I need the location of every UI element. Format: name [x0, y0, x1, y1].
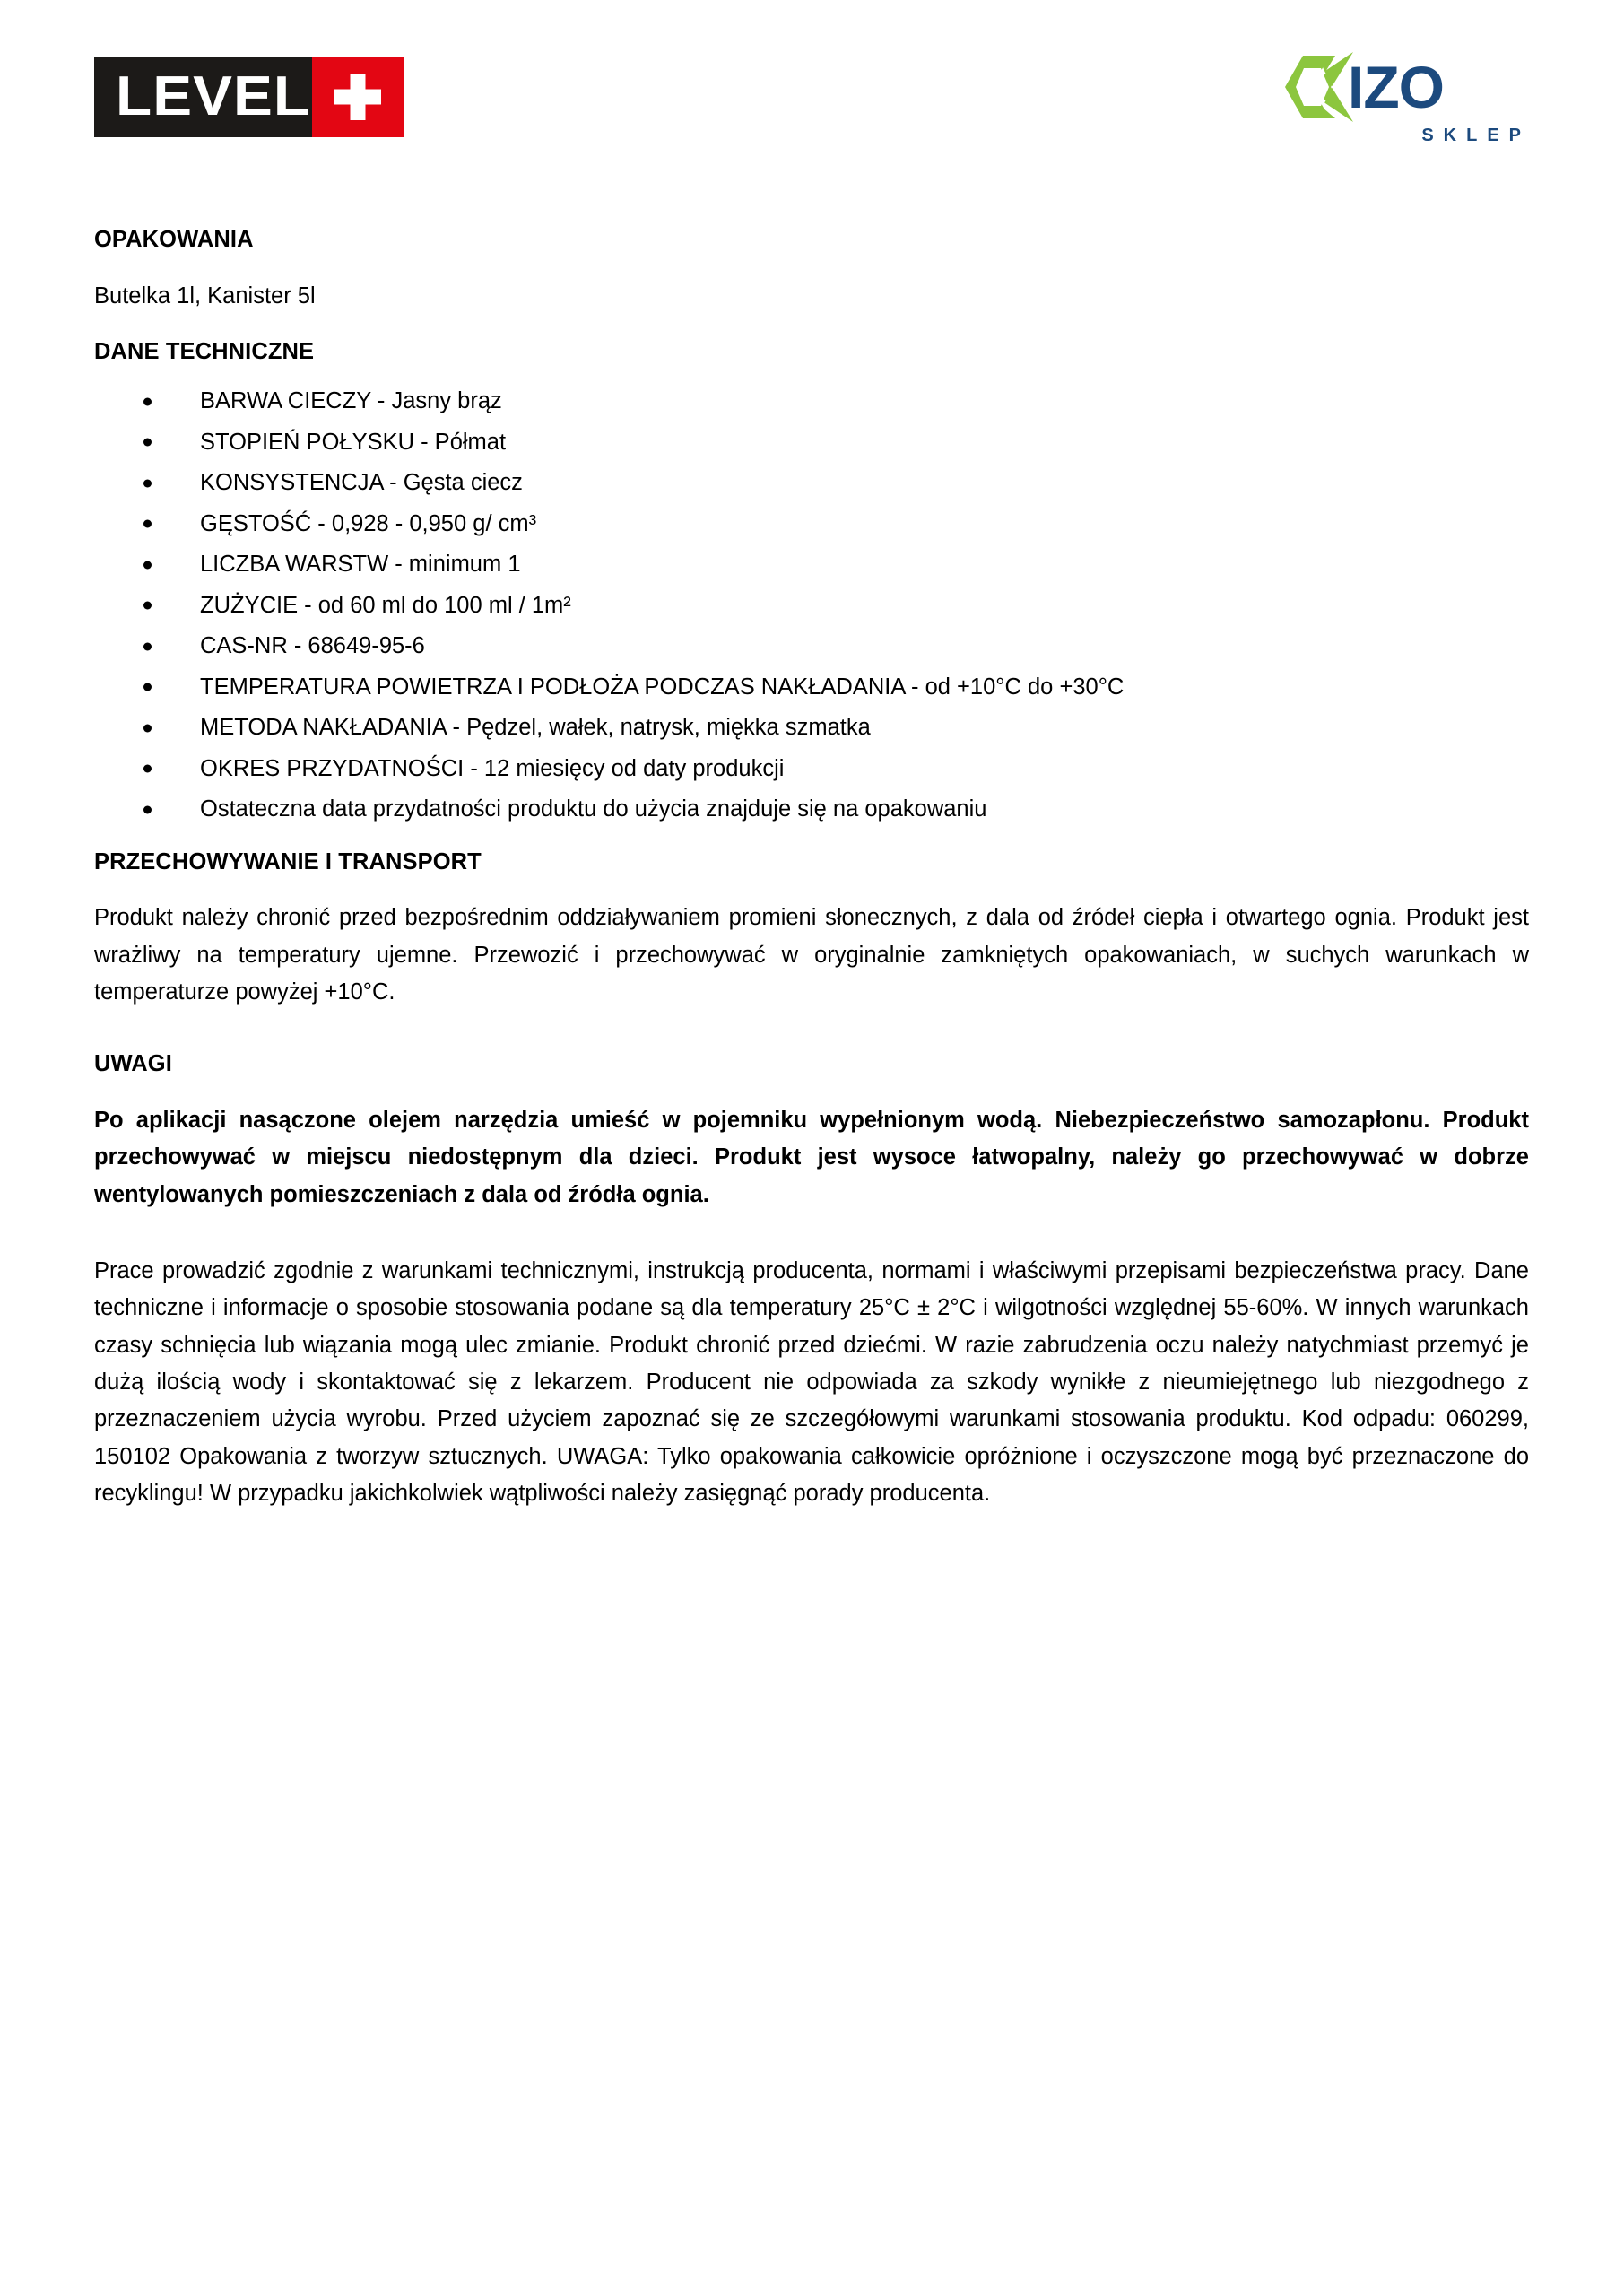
list-item-label: GĘSTOŚĆ - 0,928 - 0,950 g/ cm³: [200, 510, 537, 536]
level-logo: [94, 57, 404, 137]
notes-heading: UWAGI: [94, 1051, 172, 1077]
list-item: [94, 553, 1529, 577]
bullet-icon: [143, 479, 152, 487]
izo-sklep-logo: [1276, 52, 1536, 155]
level-logo-black-panel: [94, 57, 312, 137]
document-header: [0, 0, 1624, 202]
list-item: [94, 676, 1529, 700]
alpha-hexagon-icon: [1276, 52, 1353, 122]
bullet-icon: [143, 602, 152, 610]
list-item-label: KONSYSTENCJA - Gęsta ciecz: [200, 470, 523, 496]
notes-body-text: Prace prowadzić zgodnie z warunkami technicznymi, instrukcją producenta, normami i właściwymi przepisami bezpieczeństwa pracy. Dane techniczne i informacje o sposobie stosowania podane są dla temperatury 25°C ± 2°C i wilgotności względnej 55-60%. W innych warunkach czasy schnięcia lub wiązania mogą ulec zmianie. Produkt chronić przed dziećmi. W razie zabrudzenia oczu należy natychmiast przemyć je dużą ilością wody i skontaktować się z lekarzem. Producent nie odpowiada za szkody wynikłe z nieumiejętnego lub niezgodnego z przeznaczeniem użycia wyrobu. Przed użyciem zapoznać się ze szczegółowymi warunkami stosowania produktu. Kod odpadu: 060299, 150102 Opakowania z tworzyw sztucznych. UWAGA: Tylko opakowania całkowicie opróżnione i oczyszczone mogą być przeznaczone do recyklingu! W przypadku jakichkolwiek wątpliwości należy zasięgnąć porady producenta.: [94, 1258, 1529, 1506]
notes-warning-text: Po aplikacji nasączone olejem narzędzia umieść w pojemniku wypełnionym wodą. Niebezpieczeństwo samozapłonu. Produkt przechowywać w miejscu niedostępnym dla dzieci. Produkt jest wysoce łatwopalny, należy go przechowywać w dobrze wentylowanych pomieszczeniach z dala od źródła ognia.: [94, 1108, 1529, 1207]
list-item: [94, 717, 1529, 740]
list-item: [94, 472, 1529, 495]
bullet-icon: [143, 520, 152, 528]
list-item-label: ZUŻYCIE - od 60 ml do 100 ml / 1m²: [200, 592, 571, 618]
list-item-label: METODA NAKŁADANIA - Pędzel, wałek, natrysk, miękka szmatka: [200, 715, 871, 741]
technical-data-list: [94, 390, 1529, 822]
list-item: [94, 510, 1529, 536]
list-item-label: TEMPERATURA POWIETRZA I PODŁOŻA PODCZAS NAKŁADANIA - od +10°C do +30°C: [200, 674, 1125, 700]
list-item: [94, 798, 1529, 822]
list-item: [94, 635, 1529, 658]
izo-logo-row: [1276, 52, 1536, 122]
list-item: [94, 755, 1529, 781]
swiss-cross-icon-bar: [334, 90, 381, 105]
storage-heading: PRZECHOWYWANIE I TRANSPORT: [94, 848, 482, 874]
list-item-label: LICZBA WARSTW - minimum 1: [200, 552, 521, 578]
packaging-text: Butelka 1l, Kanister 5l: [94, 283, 316, 309]
list-item-label: STOPIEŃ POŁYSKU - Półmat: [200, 429, 507, 455]
bullet-icon: [143, 765, 152, 773]
list-item-label: BARWA CIECZY - Jasny brąz: [200, 388, 502, 414]
bullet-icon: [143, 642, 152, 650]
bullet-icon: [143, 561, 152, 569]
technical-data-heading: DANE TECHNICZNE: [94, 339, 315, 365]
bullet-icon: [143, 439, 152, 447]
list-item: [94, 431, 1529, 455]
level-logo-red-panel: [312, 57, 404, 137]
bullet-icon: [143, 805, 152, 813]
level-wordmark: LEVEL: [116, 65, 311, 127]
list-item-label: OKRES PRZYDATNOŚCI - 12 miesięcy od daty produkcji: [200, 755, 785, 781]
list-item: [94, 390, 1529, 413]
bullet-icon: [143, 724, 152, 732]
list-item-label: CAS-NR - 68649-95-6: [200, 633, 425, 659]
bullet-icon: [143, 397, 152, 405]
izo-wordmark: IZO: [1348, 54, 1444, 120]
izo-subtitle: SKLEP: [1421, 126, 1531, 145]
storage-text: Produkt należy chronić przed bezpośrednim oddziaływaniem promieni słonecznych, z dala od źródeł ciepła i otwartego ognia. Produkt jest wrażliwy na temperatury ujemne. Przewozić i przechowywać w oryginalnie zamkniętych opakowaniach, w suchych warunkach w temperaturze powyżej +10°C.: [94, 905, 1529, 1005]
list-item: [94, 592, 1529, 618]
list-item-label: Ostateczna data przydatności produktu do użycia znajduje się na opakowaniu: [200, 796, 987, 822]
document-body: [94, 226, 1529, 1535]
packaging-heading: OPAKOWANIA: [94, 227, 254, 252]
bullet-icon: [143, 683, 152, 691]
